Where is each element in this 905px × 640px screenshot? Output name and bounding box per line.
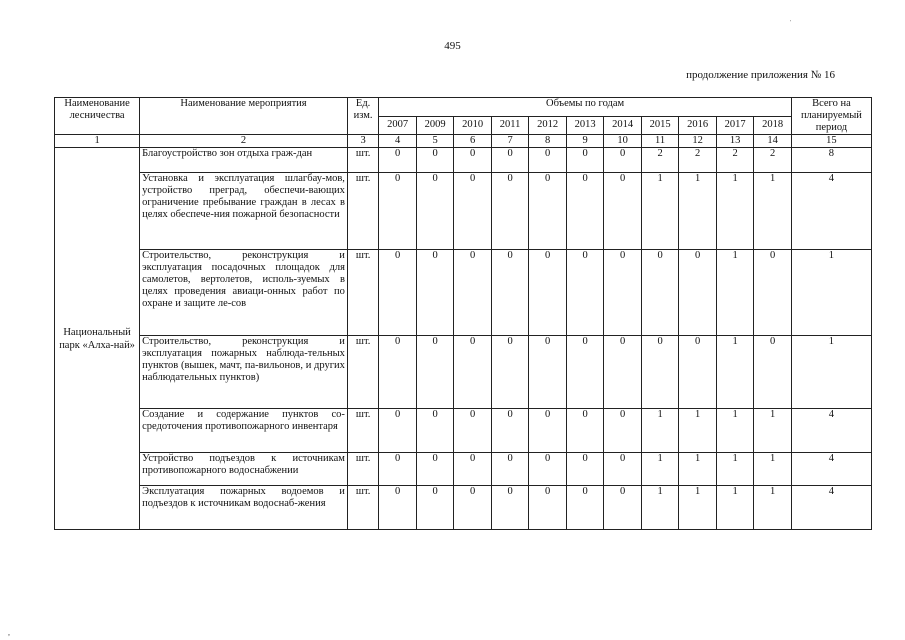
year-value: 0	[491, 250, 529, 336]
year-value: 0	[379, 486, 417, 530]
column-number: 11	[641, 135, 679, 148]
activity-name: Строительство, реконструкция и эксплуатация пожарных наблюда-тельных пунктов (вышек, мачт, па-вильонов, и других наблюдательных пунктов)	[140, 336, 348, 409]
year-value: 0	[379, 148, 417, 173]
year-value: 0	[454, 173, 492, 250]
column-numbers-row	[55, 135, 872, 148]
year-value: 0	[379, 453, 417, 486]
year-value: 0	[416, 453, 454, 486]
unit-cell: шт.	[347, 148, 378, 173]
year-value: 0	[454, 148, 492, 173]
year-value: 1	[716, 173, 754, 250]
year-value: 1	[716, 250, 754, 336]
table-row	[55, 486, 872, 530]
year-value: 0	[416, 409, 454, 453]
year-value: 2	[641, 148, 679, 173]
column-number: 4	[379, 135, 417, 148]
total-value: 1	[791, 336, 871, 409]
activities-table	[54, 97, 872, 530]
column-number: 14	[754, 135, 792, 148]
column-number: 15	[791, 135, 871, 148]
year-value: 1	[641, 486, 679, 530]
year-value: 0	[529, 250, 567, 336]
year-value: 0	[529, 336, 567, 409]
unit-cell: шт.	[347, 336, 378, 409]
year-value: 0	[491, 409, 529, 453]
column-number: 2	[140, 135, 348, 148]
column-number: 1	[55, 135, 140, 148]
unit-cell: шт.	[347, 486, 378, 530]
year-value: 0	[379, 250, 417, 336]
year-value: 1	[716, 409, 754, 453]
year-value: 0	[529, 173, 567, 250]
header-year: 2018	[754, 116, 792, 135]
year-value: 0	[416, 336, 454, 409]
header-volumes: Объемы по годам	[379, 98, 792, 117]
header-activity: Наименование мероприятия	[140, 98, 348, 135]
unit-cell: шт.	[347, 453, 378, 486]
year-value: 1	[754, 486, 792, 530]
year-value: 1	[716, 336, 754, 409]
year-value: 0	[416, 148, 454, 173]
year-value: 1	[754, 409, 792, 453]
year-value: 0	[491, 453, 529, 486]
year-value: 0	[416, 486, 454, 530]
year-value: 0	[679, 336, 717, 409]
page-number: 495	[444, 40, 461, 52]
column-number: 8	[529, 135, 567, 148]
header-year: 2015	[641, 116, 679, 135]
year-value: 0	[529, 409, 567, 453]
year-value: 0	[491, 486, 529, 530]
year-value: 0	[679, 250, 717, 336]
year-value: 0	[416, 173, 454, 250]
unit-cell: шт.	[347, 173, 378, 250]
scan-mark: ,	[8, 628, 10, 637]
year-value: 2	[679, 148, 717, 173]
column-number: 5	[416, 135, 454, 148]
total-value: 4	[791, 453, 871, 486]
year-value: 0	[566, 409, 604, 453]
year-value: 0	[491, 173, 529, 250]
header-year: 2013	[566, 116, 604, 135]
year-value: 0	[416, 250, 454, 336]
year-value: 0	[566, 336, 604, 409]
year-value: 0	[604, 409, 642, 453]
continuation-label: продолжение приложения № 16	[686, 69, 835, 81]
year-value: 0	[529, 453, 567, 486]
activity-name: Благоустройство зон отдыха граж-дан	[140, 148, 348, 173]
header-year: 2017	[716, 116, 754, 135]
year-value: 0	[379, 173, 417, 250]
year-value: 1	[641, 173, 679, 250]
scan-mark: '	[790, 20, 792, 26]
year-value: 1	[679, 173, 717, 250]
year-value: 0	[566, 250, 604, 336]
year-value: 1	[679, 409, 717, 453]
year-value: 1	[754, 173, 792, 250]
year-value: 1	[679, 453, 717, 486]
column-number: 6	[454, 135, 492, 148]
table-row	[55, 453, 872, 486]
header-row-top	[55, 98, 872, 117]
year-value: 2	[716, 148, 754, 173]
header-year: 2010	[454, 116, 492, 135]
year-value: 0	[604, 453, 642, 486]
year-value: 1	[716, 486, 754, 530]
year-value: 0	[454, 453, 492, 486]
year-value: 0	[604, 336, 642, 409]
year-value: 0	[529, 486, 567, 530]
year-value: 0	[454, 250, 492, 336]
column-number: 7	[491, 135, 529, 148]
unit-cell: шт.	[347, 409, 378, 453]
year-value: 0	[754, 250, 792, 336]
year-value: 0	[604, 173, 642, 250]
year-value: 0	[491, 148, 529, 173]
year-value: 0	[754, 336, 792, 409]
header-year: 2014	[604, 116, 642, 135]
total-value: 4	[791, 173, 871, 250]
header-year: 2011	[491, 116, 529, 135]
year-value: 0	[604, 486, 642, 530]
column-number: 3	[347, 135, 378, 148]
table-row	[55, 409, 872, 453]
year-value: 0	[379, 409, 417, 453]
header-year: 2016	[679, 116, 717, 135]
year-value: 1	[641, 409, 679, 453]
total-value: 4	[791, 486, 871, 530]
year-value: 0	[454, 409, 492, 453]
activity-name: Создание и содержание пунктов со-средоточения противопожарного инвентаря	[140, 409, 348, 453]
column-number: 12	[679, 135, 717, 148]
column-number: 13	[716, 135, 754, 148]
column-number: 10	[604, 135, 642, 148]
year-value: 0	[529, 148, 567, 173]
activity-name: Установка и эксплуатация шлагбау-мов, устройство преград, обеспечи-вающих ограничение пребывание граждан в лесах в целях обеспече-ния пожарной безопасности	[140, 173, 348, 250]
header-total: Всего на планируемый период	[791, 98, 871, 135]
year-value: 0	[566, 486, 604, 530]
unit-cell: шт.	[347, 250, 378, 336]
year-value: 0	[454, 486, 492, 530]
year-value: 0	[566, 148, 604, 173]
table-row	[55, 250, 872, 336]
year-value: 1	[679, 486, 717, 530]
column-number: 9	[566, 135, 604, 148]
year-value: 1	[716, 453, 754, 486]
table-row	[55, 148, 872, 173]
year-value: 0	[566, 173, 604, 250]
header-unit: Ед. изм.	[347, 98, 378, 135]
year-value: 2	[754, 148, 792, 173]
year-value: 0	[604, 250, 642, 336]
header-year: 2007	[379, 116, 417, 135]
table-body	[55, 148, 872, 530]
year-value: 0	[604, 148, 642, 173]
year-value: 0	[641, 250, 679, 336]
total-value: 1	[791, 250, 871, 336]
activity-name: Устройство подъездов к источникам противопожарного водоснабжении	[140, 453, 348, 486]
table-row	[55, 173, 872, 250]
year-value: 0	[454, 336, 492, 409]
total-value: 8	[791, 148, 871, 173]
year-value: 1	[754, 453, 792, 486]
header-forestry: Наименование лесничества	[55, 98, 140, 135]
total-value: 4	[791, 409, 871, 453]
forestry-name: Национальный парк «Алха-най»	[55, 148, 140, 530]
table-row	[55, 336, 872, 409]
header-year: 2012	[529, 116, 567, 135]
year-value: 0	[641, 336, 679, 409]
year-value: 0	[491, 336, 529, 409]
year-value: 0	[566, 453, 604, 486]
year-value: 1	[641, 453, 679, 486]
activity-name: Эксплуатация пожарных водоемов и подъездов к источникам водоснаб-жения	[140, 486, 348, 530]
activity-name: Строительство, реконструкция и эксплуатация посадочных площадок для самолетов, вертолетов, исполь-зуемых в целях проведения авиаци-онных работ по охране и защите ле-сов	[140, 250, 348, 336]
year-value: 0	[379, 336, 417, 409]
header-year: 2009	[416, 116, 454, 135]
